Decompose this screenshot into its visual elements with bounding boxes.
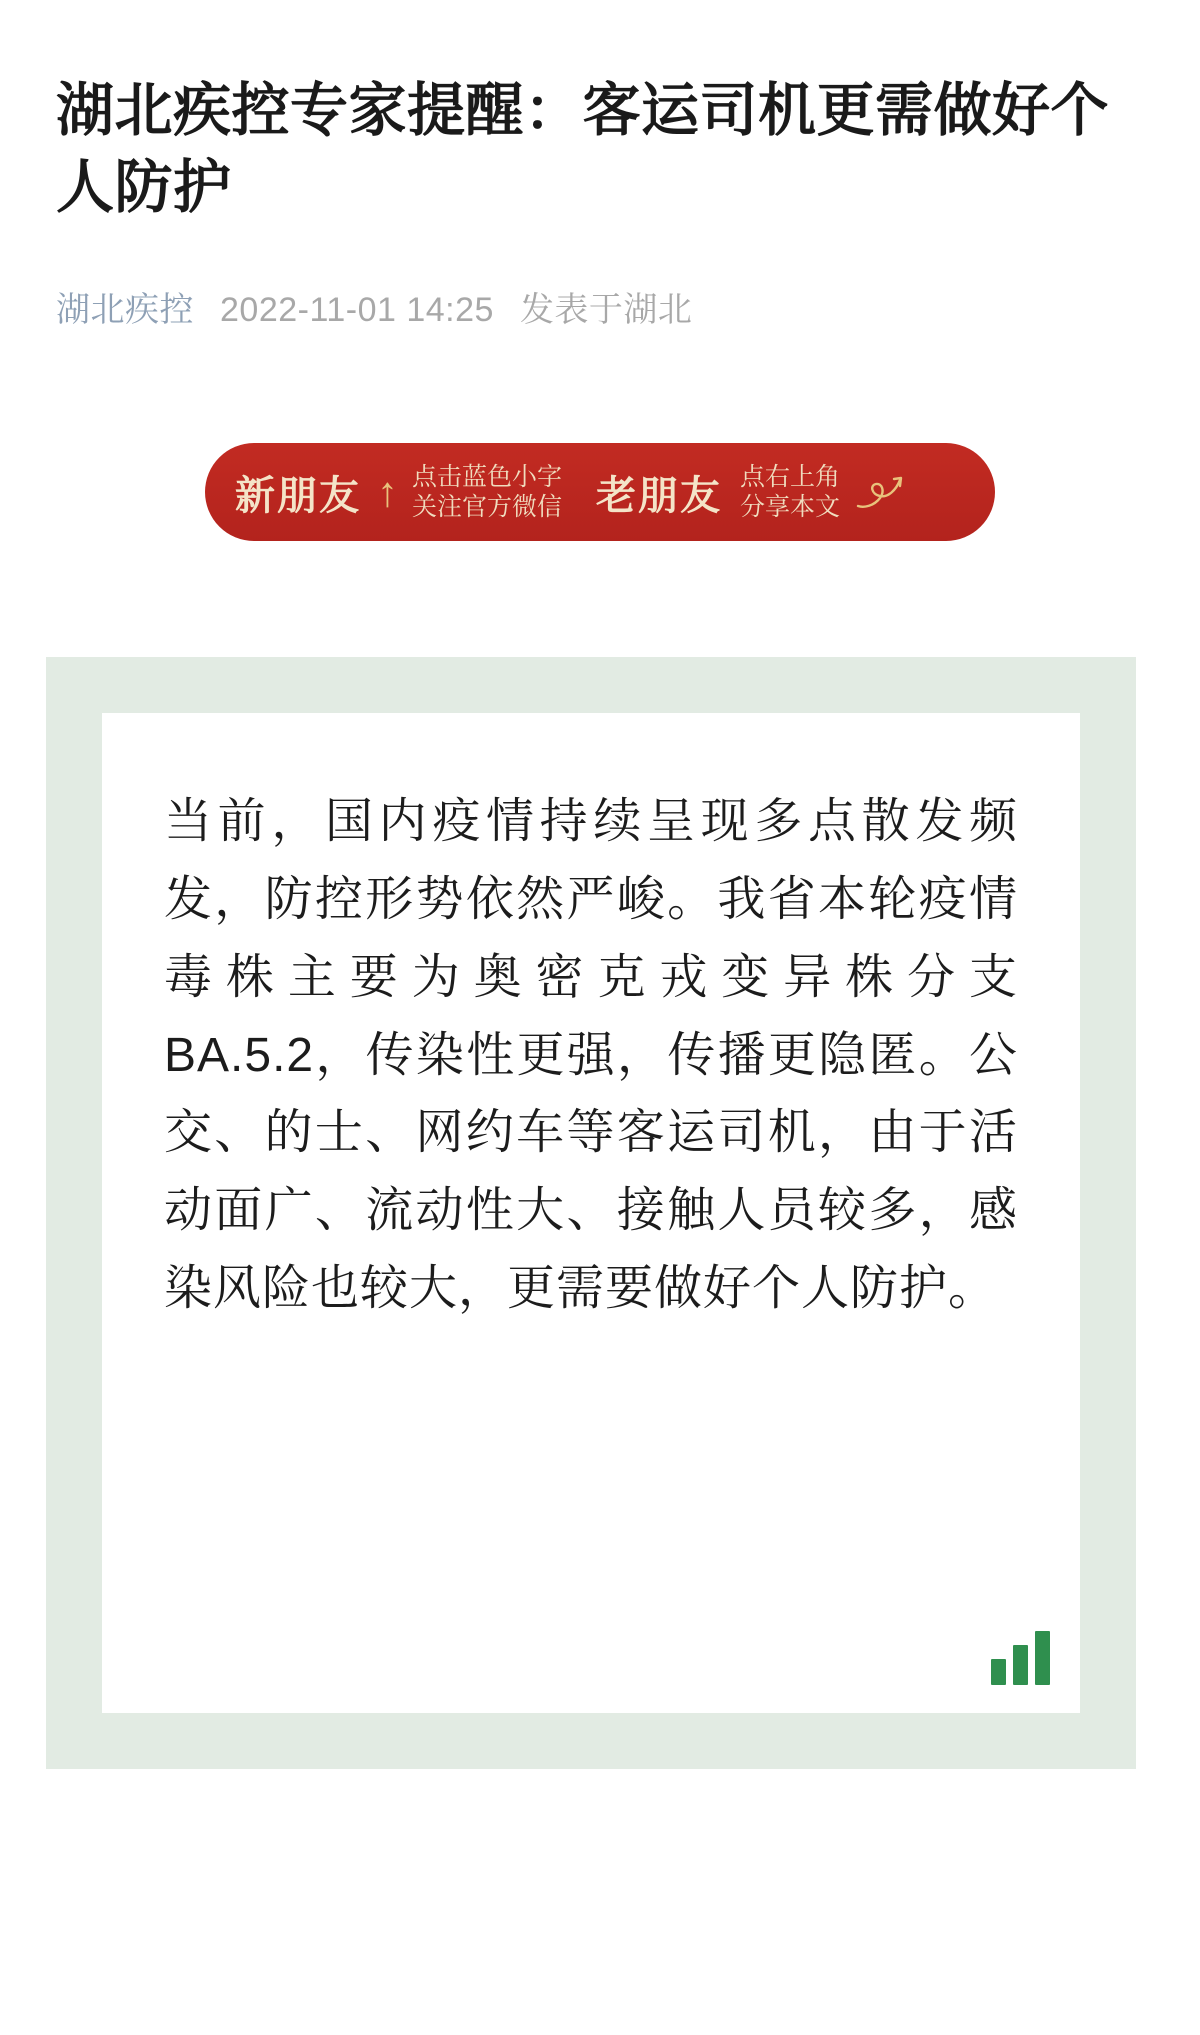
- banner-new-friend-group: [235, 443, 562, 541]
- content-card: [46, 657, 1136, 1769]
- page-title: 湖北疾控专家提醒：客运司机更需做好个人防护: [56, 78, 1110, 221]
- banner-old-friend-line2: 分享本文: [740, 493, 841, 522]
- banner-new-friend-line2: 关注官方微信: [412, 493, 563, 522]
- banner-old-friend-group: [596, 443, 906, 541]
- meta-location: 发表于湖北: [519, 291, 693, 330]
- banner-old-friend-text: [740, 462, 840, 523]
- promo-banner-wrapper: [56, 443, 1144, 541]
- arrow-up-icon: ↑: [377, 468, 398, 516]
- banner-new-friend-text: [412, 462, 562, 523]
- swirl-arrow-icon: [854, 472, 906, 512]
- promo-banner[interactable]: [205, 443, 995, 541]
- banner-old-friend-label: 老朋友: [596, 473, 723, 518]
- article-body-paragraph: 当前，国内疫情持续呈现多点散发频发，防控形势依然严峻。我省本轮疫情毒株主要为奥密克戎变异株分支BA.5.2，传染性更强，传播更隐匿。公交、的士、网约车等客运司机，由于活动面广、流动性大、接触人员较多，感染风险也较大，更需要做好个人防护。: [164, 795, 1018, 1315]
- banner-new-friend-line1: 点击蓝色小字: [412, 462, 563, 491]
- bar-chart-icon: [991, 1631, 1050, 1685]
- meta-datetime: 2022-11-01 14:25: [220, 291, 494, 330]
- meta-account-name[interactable]: 湖北疾控: [56, 291, 194, 330]
- banner-old-friend-line1: 点右上角: [740, 462, 841, 491]
- content-card-inner: [102, 713, 1080, 1713]
- banner-new-friend-label: 新朋友: [235, 473, 361, 518]
- article-meta: [56, 282, 1144, 331]
